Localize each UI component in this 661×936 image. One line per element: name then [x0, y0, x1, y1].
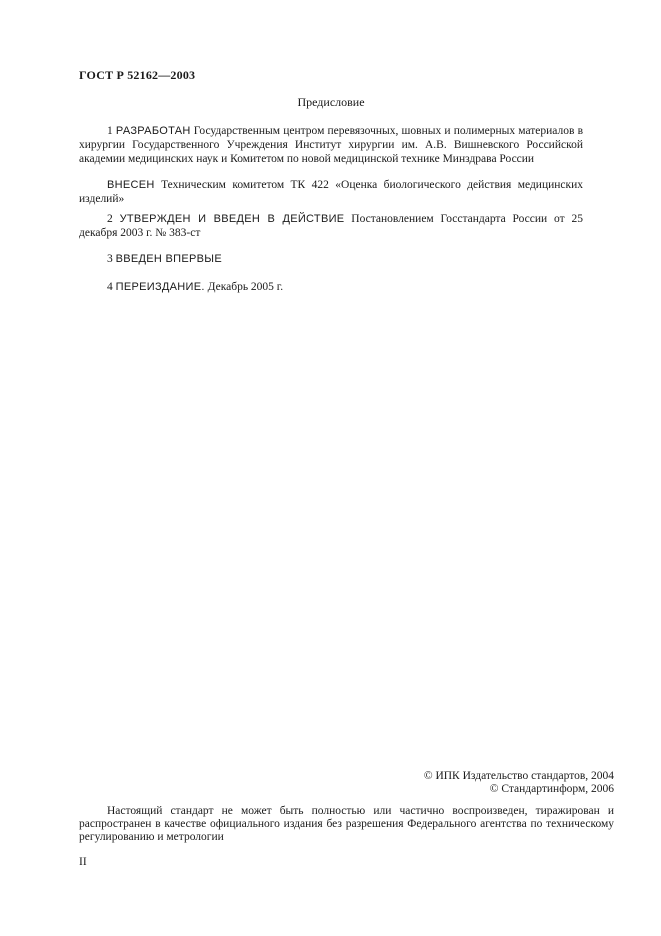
item-4-number: 4 — [107, 281, 113, 293]
item-1-text: Государственным центром перевязочных, шовных и полимерных материалов в хирургии Государственного Учреждения Институт хирургии им. А.В. Вишневского Российской академии медицинских наук и Комитетом по новой медицинской технике Минздрава России — [79, 125, 584, 165]
preface-item-2 — [79, 212, 583, 240]
reproduction-notice: Настоящий стандарт не может быть полностью или частично воспроизведен, тиражирован и распространен в качестве официального издания без разрешения Федерального агентства по техническому регулированию и метрологии — [79, 805, 614, 843]
item-2-text: Постановлением Госстандарта России от 25 декабря 2003 г. № 383-ст — [79, 213, 583, 239]
preface-submitted — [79, 178, 583, 206]
item-3-label: ВВЕДЕН ВПЕРВЫЕ — [115, 253, 222, 265]
copyright-line-1: © ИПК Издательство стандартов, 2004 — [423, 770, 614, 782]
item-2-number: 2 — [107, 213, 113, 225]
item-4-label: ПЕРЕИЗДАНИЕ. — [115, 281, 205, 293]
preface-item-4 — [79, 280, 583, 294]
item-3-number: 3 — [107, 253, 113, 265]
submitted-text: Техническим комитетом ТК 422 «Оценка биологического действия медицинских изделий» — [79, 179, 584, 205]
copyright-line-2: © Стандартинформ, 2006 — [489, 783, 614, 795]
document-code: ГОСТ Р 52162—2003 — [79, 68, 196, 82]
page-number: II — [79, 856, 87, 868]
preface-item-1 — [79, 124, 583, 166]
item-4-text: Декабрь 2005 г. — [207, 281, 284, 293]
submitted-label: ВНЕСЕН — [107, 179, 155, 191]
item-2-label: УТВЕРЖДЕН И ВВЕДЕН В ДЕЙСТВИЕ — [119, 213, 345, 225]
copyright-block — [424, 770, 614, 796]
item-1-number: 1 — [107, 125, 113, 137]
preface-title: Предисловие — [297, 95, 365, 109]
preface-item-3 — [79, 252, 583, 266]
item-1-label: РАЗРАБОТАН — [115, 125, 191, 137]
